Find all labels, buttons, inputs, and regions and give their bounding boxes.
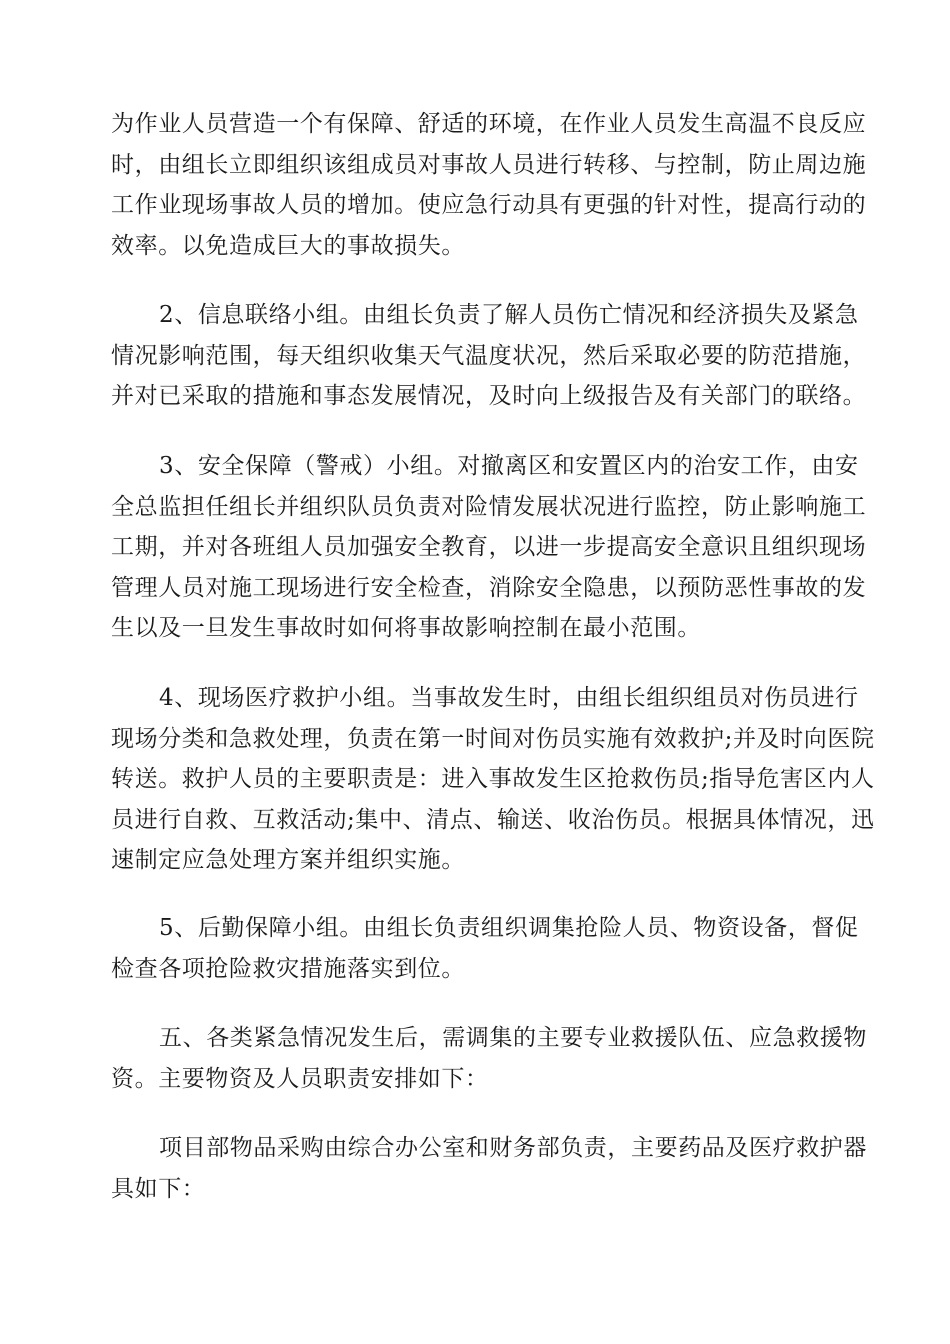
paragraph-line: 工期，并对各班组人员加强安全教育，以进一步提高安全意识且组织现场 — [111, 534, 867, 560]
paragraph-procurement — [111, 1128, 867, 1209]
paragraph-line: 4、现场医疗救护小组。当事故发生时，由组长组织组员对伤员进行 — [159, 685, 859, 711]
paragraph-line: 为作业人员营造一个有保障、舒适的环境，在作业人员发生高温不良反应 — [111, 111, 867, 137]
paragraph-line: 效率。以免造成巨大的事故损失。 — [111, 232, 465, 259]
paragraph-line: 项目部物品采购由综合办公室和财务部负责，主要药品及医疗救护器 — [159, 1135, 867, 1161]
paragraph-line: 速制定应急处理方案并组织实施。 — [111, 847, 465, 873]
paragraph-team-response — [111, 104, 867, 266]
paragraph-line: 3、安全保障（警戒）小组。对撤离区和安置区内的治安工作，由安 — [159, 453, 859, 479]
paragraph-line: 并对已采取的措施和事态发展情况，及时向上级报告及有关部门的联络。 — [111, 383, 867, 409]
paragraph-section-five — [111, 1018, 867, 1099]
paragraph-line: 工作业现场事故人员的增加。使应急行动具有更强的针对性，提高行动的 — [111, 192, 867, 218]
paragraph-line: 资。主要物资及人员职责安排如下： — [111, 1065, 489, 1092]
paragraph-logistics-group — [111, 908, 859, 989]
paragraph-medical-rescue-group — [111, 678, 875, 881]
paragraph-line: 情况影响范围，每天组织收集天气温度状况，然后采取必要的防范措施， — [111, 342, 867, 369]
paragraph-line: 五、各类紧急情况发生后，需调集的主要专业救援队伍、应急救援物 — [159, 1025, 867, 1051]
paragraph-safety-guard-group — [111, 446, 867, 649]
paragraph-line: 转送。救护人员的主要职责是：进入事故发生区抢救伤员;指导危害区内人 — [111, 766, 875, 792]
paragraph-line: 全总监担任组长并组织队员负责对险情发展状况进行监控，防止影响施工 — [111, 493, 867, 520]
paragraph-line: 生以及一旦发生事故时如何将事故影响控制在最小范围。 — [111, 615, 701, 641]
paragraph-line: 管理人员对施工现场进行安全检查，消除安全隐患，以预防恶性事故的发 — [111, 574, 867, 601]
paragraph-line: 时，由组长立即组织该组成员对事故人员进行转移、与控制，防止周边施 — [111, 151, 867, 178]
paragraph-line: 员进行自救、互救活动;集中、清点、输送、收治伤员。根据具体情况，迅 — [111, 806, 875, 833]
paragraph-line: 现场分类和急救处理，负责在第一时间对伤员实施有效救护;并及时向医院 — [111, 725, 875, 752]
paragraph-line: 具如下： — [111, 1175, 206, 1202]
paragraph-line: 5、后勤保障小组。由组长负责组织调集抢险人员、物资设备，督促 — [159, 915, 859, 941]
paragraph-info-liaison-group — [111, 295, 867, 417]
paragraph-line: 2、信息联络小组。由组长负责了解人员伤亡情况和经济损失及紧急 — [159, 302, 859, 328]
paragraph-line: 检查各项抢险救灾措施落实到位。 — [111, 955, 465, 982]
